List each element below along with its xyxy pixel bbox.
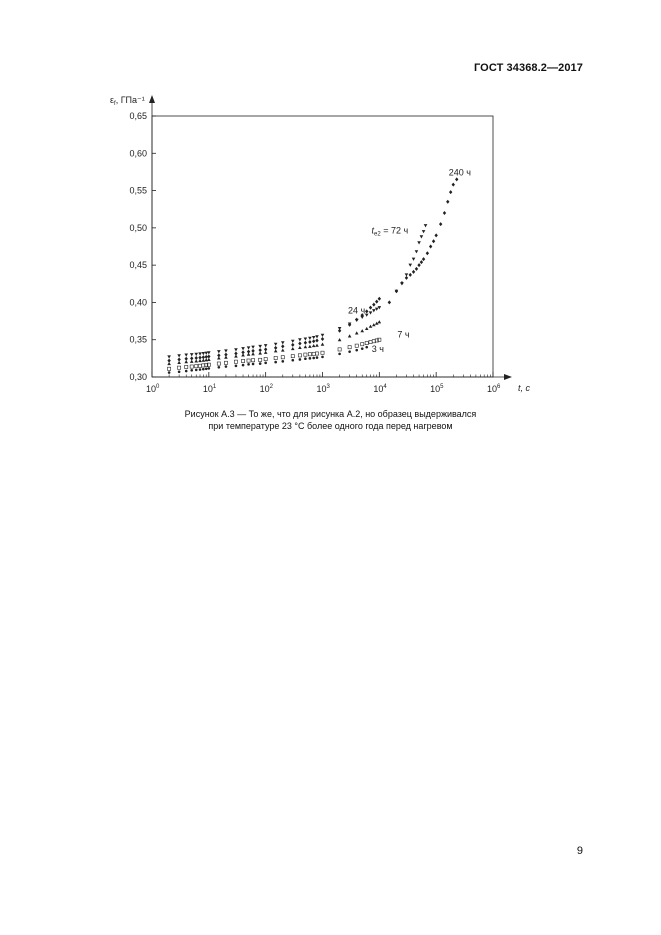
- point-72-ч: [224, 349, 228, 352]
- point-3-ч: [304, 357, 307, 360]
- point-240-ч: [375, 300, 378, 304]
- point-7-ч: [298, 354, 301, 357]
- x-ticks-group: [146, 372, 501, 394]
- point-240-ч: [251, 349, 254, 353]
- point-7-ч: [259, 358, 262, 361]
- document-standard-code: ГОСТ 34368.2—2017: [473, 62, 583, 74]
- point-72-ч: [408, 264, 412, 267]
- y-tick-label: 0,65: [129, 111, 147, 121]
- point-240-ч: [452, 183, 455, 187]
- point-240-ч: [369, 306, 372, 310]
- point-240-ч: [315, 338, 318, 342]
- point-3-ч: [312, 357, 315, 360]
- point-24-ч: [338, 338, 342, 341]
- point-3-ч: [178, 370, 181, 373]
- point-240-ч: [449, 190, 452, 194]
- point-240-ч: [338, 329, 341, 333]
- point-24-ч: [312, 344, 316, 347]
- x-tick-label: $10^0$: [146, 384, 160, 394]
- point-3-ч: [264, 362, 267, 365]
- point-240-ч: [241, 350, 244, 354]
- caption-line-1: Рисунок А.3 — То же, что для рисунка А.2, но образец выдерживался: [184, 409, 477, 419]
- point-3-ч: [361, 347, 364, 350]
- point-72-ч: [234, 348, 238, 351]
- point-240-ч: [372, 303, 375, 307]
- x-tick-label: $10^4$: [373, 384, 387, 394]
- point-3-ч: [202, 368, 205, 371]
- point-72-ч: [304, 337, 308, 340]
- point-72-ч: [420, 235, 424, 238]
- point-72-ч: [258, 345, 262, 348]
- annotations-group: [348, 167, 471, 354]
- point-240-ч: [177, 357, 180, 361]
- point-7-ч: [365, 341, 368, 344]
- annotation-240-ч: 240 ч: [448, 167, 471, 178]
- point-240-ч: [422, 257, 425, 261]
- point-24-ч: [360, 329, 364, 332]
- point-7-ч: [198, 364, 201, 367]
- point-72-ч: [264, 344, 268, 347]
- point-72-ч: [365, 314, 369, 317]
- point-7-ч: [178, 366, 181, 369]
- point-240-ч: [446, 200, 449, 204]
- point-3-ч: [281, 360, 284, 363]
- point-7-ч: [312, 352, 315, 355]
- point-240-ч: [365, 309, 368, 313]
- point-240-ч: [439, 222, 442, 226]
- point-3-ч: [235, 365, 238, 368]
- point-3-ч: [309, 357, 312, 360]
- point-24-ч: [378, 320, 382, 323]
- point-72-ч: [194, 353, 198, 356]
- point-72-ч: [424, 224, 428, 227]
- point-240-ч: [417, 263, 420, 267]
- point-7-ч: [217, 362, 220, 365]
- point-3-ч: [365, 346, 368, 349]
- point-240-ч: [202, 355, 205, 359]
- point-3-ч: [252, 363, 255, 366]
- point-7-ч: [308, 353, 311, 356]
- point-72-ч: [298, 338, 302, 341]
- point-7-ч: [224, 361, 227, 364]
- point-72-ч: [312, 336, 316, 339]
- point-3-ч: [168, 371, 171, 374]
- point-240-ч: [291, 343, 294, 347]
- point-72-ч: [412, 258, 416, 261]
- point-240-ч: [378, 297, 381, 301]
- point-7-ч: [355, 344, 358, 347]
- point-72-ч: [372, 309, 376, 312]
- point-72-ч: [247, 346, 251, 349]
- point-3-ч: [338, 353, 341, 356]
- point-24-ч: [308, 345, 312, 348]
- x-axis-arrow: [504, 374, 512, 380]
- point-240-ч: [432, 239, 435, 243]
- point-240-ч: [420, 260, 423, 264]
- x-tick-label: $10^3$: [316, 384, 330, 394]
- point-3-ч: [274, 361, 277, 364]
- point-7-ч: [241, 359, 244, 362]
- point-240-ч: [205, 355, 208, 359]
- point-3-ч: [225, 365, 228, 368]
- point-24-ч: [321, 342, 325, 345]
- point-3-ч: [242, 364, 245, 367]
- point-72-ч: [184, 354, 188, 357]
- point-3-ч: [195, 369, 198, 372]
- point-7-ч: [361, 343, 364, 346]
- point-3-ч: [355, 349, 358, 352]
- point-240-ч: [308, 340, 311, 344]
- point-72-ч: [315, 335, 319, 338]
- point-240-ч: [412, 270, 415, 274]
- point-24-ч: [355, 331, 359, 334]
- point-72-ч: [207, 351, 211, 354]
- point-240-ч: [429, 245, 432, 249]
- data-marks-group: [167, 177, 458, 373]
- point-3-ч: [199, 368, 202, 371]
- point-3-ч: [299, 358, 302, 361]
- chart-svg: [0, 0, 661, 420]
- point-240-ч: [198, 356, 201, 360]
- point-3-ч: [218, 366, 221, 369]
- page-number: 9: [576, 845, 583, 857]
- y-tick-label: 0,50: [129, 222, 147, 233]
- point-7-ч: [195, 365, 198, 368]
- point-3-ч: [348, 350, 351, 353]
- point-3-ч: [291, 359, 294, 362]
- point-3-ч: [247, 363, 250, 366]
- caption-line-2: при температуре 23 °С более одного года перед нагревом: [208, 421, 453, 431]
- point-240-ч: [455, 177, 458, 181]
- point-240-ч: [405, 276, 408, 280]
- point-7-ч: [264, 358, 267, 361]
- point-240-ч: [195, 356, 198, 360]
- point-7-ч: [274, 356, 277, 359]
- point-240-ч: [167, 359, 170, 363]
- point-240-ч: [409, 273, 412, 277]
- point-72-ч: [291, 340, 295, 343]
- point-240-ч: [224, 353, 227, 357]
- point-240-ч: [400, 281, 403, 285]
- point-7-ч: [190, 365, 193, 368]
- point-72-ч: [167, 355, 171, 358]
- point-72-ч: [369, 311, 373, 314]
- point-3-ч: [321, 356, 324, 359]
- point-24-ч: [369, 325, 373, 328]
- point-72-ч: [241, 347, 245, 350]
- point-240-ч: [388, 300, 391, 304]
- point-72-ч: [251, 346, 255, 349]
- y-tick-label: 0,30: [129, 372, 147, 382]
- annotation-7-ч: 7 ч: [397, 329, 410, 340]
- point-7-ч: [321, 351, 324, 354]
- point-3-ч: [316, 356, 319, 359]
- annotation-72-ч: $t_{e2} = 72$ ч: [371, 225, 409, 238]
- y-tick-label: 0,35: [129, 334, 147, 345]
- point-3-ч: [185, 370, 188, 373]
- x-tick-label: $10^5$: [430, 384, 444, 394]
- point-3-ч: [259, 362, 262, 365]
- point-72-ч: [177, 354, 181, 357]
- point-7-ч: [185, 365, 188, 368]
- point-3-ч: [190, 369, 193, 372]
- point-240-ч: [207, 354, 210, 358]
- point-240-ч: [185, 357, 188, 361]
- point-240-ч: [355, 318, 358, 322]
- point-72-ч: [281, 341, 285, 344]
- point-72-ч: [417, 241, 421, 244]
- y-tick-label: 0,40: [129, 297, 147, 308]
- point-240-ч: [281, 344, 284, 348]
- point-24-ч: [304, 345, 308, 348]
- point-240-ч: [190, 356, 193, 360]
- annotation-3-ч: 3 ч: [371, 344, 384, 355]
- point-7-ч: [315, 352, 318, 355]
- point-7-ч: [234, 360, 237, 363]
- point-72-ч: [202, 352, 206, 355]
- y-axis-label: $\varepsilon_f$, ГПа⁻¹: [110, 95, 145, 107]
- point-7-ч: [369, 340, 372, 343]
- point-72-ч: [190, 353, 194, 356]
- point-72-ч: [204, 352, 208, 355]
- point-72-ч: [308, 337, 312, 340]
- point-72-ч: [217, 350, 221, 353]
- point-24-ч: [281, 348, 285, 351]
- point-240-ч: [298, 341, 301, 345]
- y-tick-label: 0,45: [129, 260, 147, 271]
- point-7-ч: [281, 356, 284, 359]
- point-240-ч: [217, 353, 220, 357]
- x-tick-label: $10^6$: [487, 384, 501, 394]
- point-72-ч: [422, 230, 426, 233]
- annotation-24-ч: 24 ч: [348, 305, 366, 316]
- point-240-ч: [264, 347, 267, 351]
- point-24-ч: [348, 334, 352, 337]
- point-240-ч: [258, 348, 261, 352]
- point-7-ч: [291, 355, 294, 358]
- x-axis-label: t, с: [518, 383, 531, 393]
- point-240-ч: [443, 211, 446, 215]
- point-72-ч: [198, 352, 202, 355]
- point-240-ч: [434, 233, 437, 237]
- point-24-ч: [315, 344, 319, 347]
- point-72-ч: [415, 250, 419, 253]
- point-240-ч: [321, 337, 324, 341]
- point-240-ч: [426, 251, 429, 255]
- x-tick-label: $10^2$: [259, 384, 274, 394]
- point-240-ч: [247, 350, 250, 354]
- point-7-ч: [251, 359, 254, 362]
- point-240-ч: [312, 339, 315, 343]
- point-24-ч: [365, 327, 369, 330]
- point-24-ч: [291, 347, 295, 350]
- point-3-ч: [205, 367, 208, 370]
- point-24-ч: [298, 346, 302, 349]
- y-tick-label: 0,55: [129, 185, 147, 196]
- point-72-ч: [274, 343, 278, 346]
- y-tick-label: 0,60: [129, 148, 147, 159]
- point-240-ч: [304, 341, 307, 345]
- point-240-ч: [274, 346, 277, 350]
- point-7-ч: [168, 367, 171, 370]
- point-7-ч: [304, 353, 307, 356]
- point-7-ч: [348, 346, 351, 349]
- point-3-ч: [208, 367, 211, 370]
- point-240-ч: [415, 267, 418, 271]
- point-240-ч: [234, 352, 237, 356]
- point-7-ч: [247, 359, 250, 362]
- y-axis-arrow: [149, 95, 155, 103]
- point-72-ч: [321, 334, 325, 337]
- figure-caption: [0, 408, 661, 432]
- figure-chart: [0, 0, 661, 420]
- x-tick-label: $10^1$: [202, 384, 217, 394]
- point-7-ч: [338, 348, 341, 351]
